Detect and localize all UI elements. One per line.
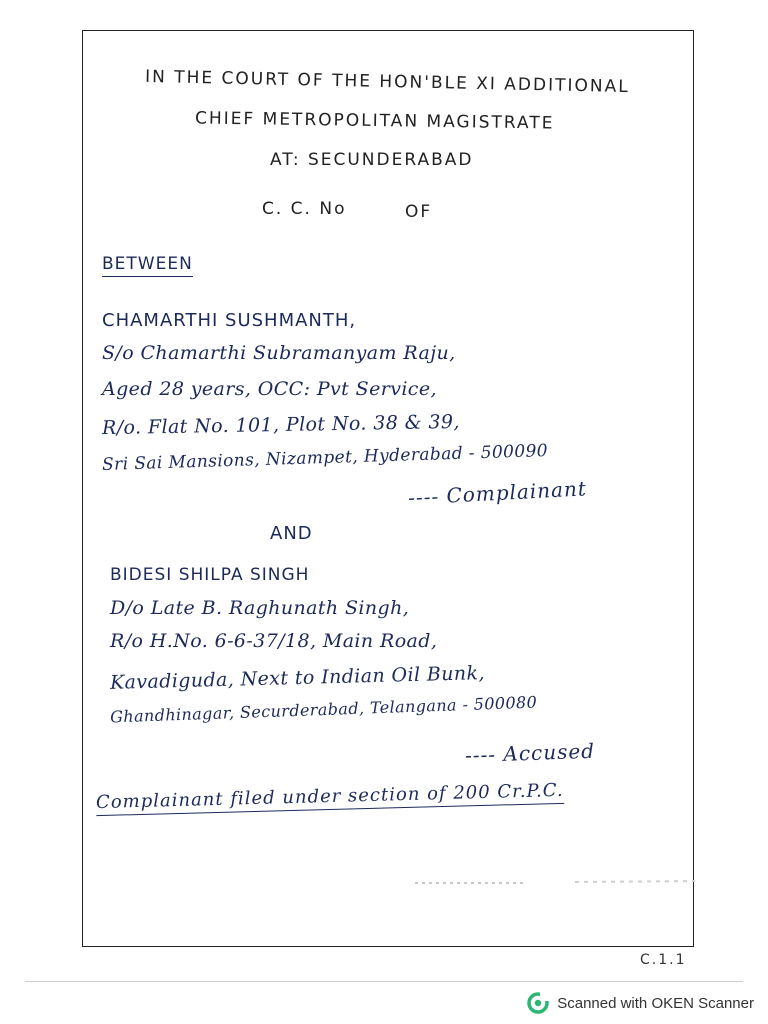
scanner-watermark [527, 992, 754, 1014]
and-label: AND [270, 523, 313, 544]
complainant-name: CHAMARTHI SUSHMANTH, [102, 310, 357, 331]
complainant-address-line2: Sri Sai Mansions, Nizampet, Hyderabad - 500090 [101, 440, 549, 476]
complainant-age-occupation: Aged 28 years, OCC: Pvt Service, [102, 378, 437, 400]
court-heading-line1: IN THE COURT OF THE HON'BLE XI ADDITIONAL [144, 66, 630, 98]
accused-relation: D/o Late B. Raghunath Singh, [110, 597, 410, 619]
oken-scanner-logo-icon [527, 992, 549, 1014]
bottom-rule [25, 981, 743, 982]
case-of-label: OF [405, 202, 433, 222]
accused-address-line2: Kavadiguda, Next to Indian Oil Bunk, [109, 662, 486, 694]
page-number: C.1.1 [640, 952, 687, 968]
filing-note: Complainant filed under section of 200 Cr.P.C. [96, 780, 564, 816]
court-heading-line2: CHIEF METROPOLITAN MAGISTRATE [194, 108, 555, 134]
between-label: BETWEEN [102, 254, 193, 277]
accused-role-label: ---- Accused [464, 738, 596, 768]
faint-smudge-marks [405, 876, 705, 888]
accused-address-line3: Ghandhinagar, Securderabad, Telangana - 500080 [109, 692, 538, 727]
complainant-role-label: ---- Complainant [407, 476, 588, 510]
scanner-watermark-text: Scanned with OKEN Scanner [557, 994, 754, 1012]
complainant-address-line1: R/o. Flat No. 101, Plot No. 38 & 39, [101, 410, 461, 440]
court-heading-line3: AT: SECUNDERABAD [270, 150, 474, 170]
accused-address-line1: R/o H.No. 6-6-37/18, Main Road, [110, 630, 438, 652]
accused-name: BIDESI SHILPA SINGH [110, 565, 310, 585]
case-number-label: C. C. No [262, 199, 347, 219]
complainant-relation: S/o Chamarthi Subramanyam Raju, [102, 342, 456, 364]
